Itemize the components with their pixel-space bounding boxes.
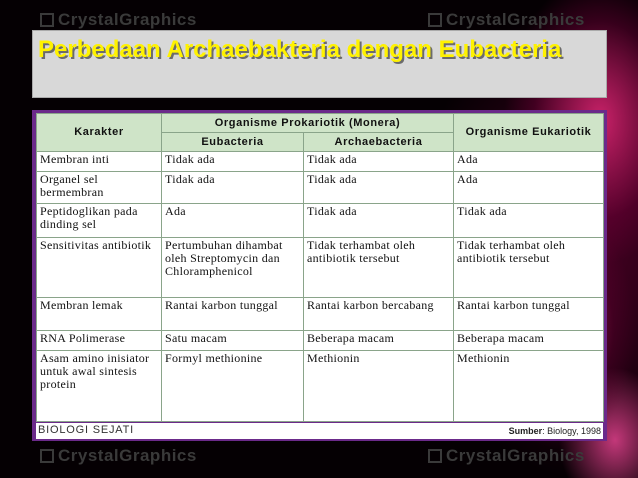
watermark: CrystalGraphics — [428, 446, 585, 466]
cell-karakter: Sensitivitas antibiotik — [37, 238, 162, 298]
cell-archaebacteria: Tidak ada — [304, 152, 454, 172]
source-value: : Biology, 1998 — [542, 426, 601, 436]
table-row — [37, 238, 604, 298]
table-row — [37, 204, 604, 238]
cell-archaebacteria: Methionin — [304, 351, 454, 422]
cell-eukariotik: Ada — [454, 152, 604, 172]
comparison-table — [36, 113, 604, 422]
watermark-logo-icon — [40, 449, 54, 463]
table-row — [37, 298, 604, 331]
cell-archaebacteria: Rantai karbon bercabang — [304, 298, 454, 331]
table-row — [37, 331, 604, 351]
cell-eubacteria: Tidak ada — [162, 152, 304, 172]
cell-eukariotik: Ada — [454, 172, 604, 204]
header-eubacteria: Eubacteria — [162, 133, 304, 152]
cell-eukariotik: Tidak terhambat oleh antibiotik tersebut — [454, 238, 604, 298]
cell-archaebacteria: Tidak ada — [304, 172, 454, 204]
watermark: CrystalGraphics — [40, 10, 197, 30]
cell-karakter: Membran inti — [37, 152, 162, 172]
table-row — [37, 172, 604, 204]
cell-karakter: Peptidoglikan pada dinding sel — [37, 204, 162, 238]
watermark: CrystalGraphics — [428, 10, 585, 30]
cell-eubacteria: Pertumbuhan dihambat oleh Streptomycin dan Chloramphenicol — [162, 238, 304, 298]
header-archaebacteria: Archaebacteria — [304, 133, 454, 152]
cell-eubacteria: Rantai karbon tunggal — [162, 298, 304, 331]
source-label: Sumber — [508, 426, 543, 436]
header-eukariotik: Organisme Eukariotik — [454, 114, 604, 152]
cell-karakter: Membran lemak — [37, 298, 162, 331]
cell-eubacteria: Ada — [162, 204, 304, 238]
cell-eukariotik: Tidak ada — [454, 204, 604, 238]
slide-title: Perbedaan Archaebakteria dengan Eubacteria — [38, 36, 562, 63]
cell-archaebacteria: Beberapa macam — [304, 331, 454, 351]
footer-brand: BIOLOGI SEJATI — [38, 424, 134, 436]
watermark-logo-icon — [428, 449, 442, 463]
header-prokariotik: Organisme Prokariotik (Monera) — [162, 114, 454, 133]
cell-eubacteria: Satu macam — [162, 331, 304, 351]
cell-eukariotik: Rantai karbon tunggal — [454, 298, 604, 331]
cell-eubacteria: Formyl methionine — [162, 351, 304, 422]
cell-karakter: RNA Polimerase — [37, 331, 162, 351]
table-row — [37, 351, 604, 422]
cell-karakter: Asam amino inisiator untuk awal sintesis protein — [37, 351, 162, 422]
header-karakter: Karakter — [37, 114, 162, 152]
cell-archaebacteria: Tidak ada — [304, 204, 454, 238]
cell-eukariotik: Beberapa macam — [454, 331, 604, 351]
cell-archaebacteria: Tidak terhambat oleh antibiotik tersebut — [304, 238, 454, 298]
cell-karakter: Organel sel bermembran — [37, 172, 162, 204]
table-row — [37, 152, 604, 172]
cell-eubacteria: Tidak ada — [162, 172, 304, 204]
watermark-logo-icon — [40, 13, 54, 27]
watermark-logo-icon — [428, 13, 442, 27]
footer-source — [509, 426, 601, 436]
watermark: CrystalGraphics — [40, 446, 197, 466]
cell-eukariotik: Methionin — [454, 351, 604, 422]
